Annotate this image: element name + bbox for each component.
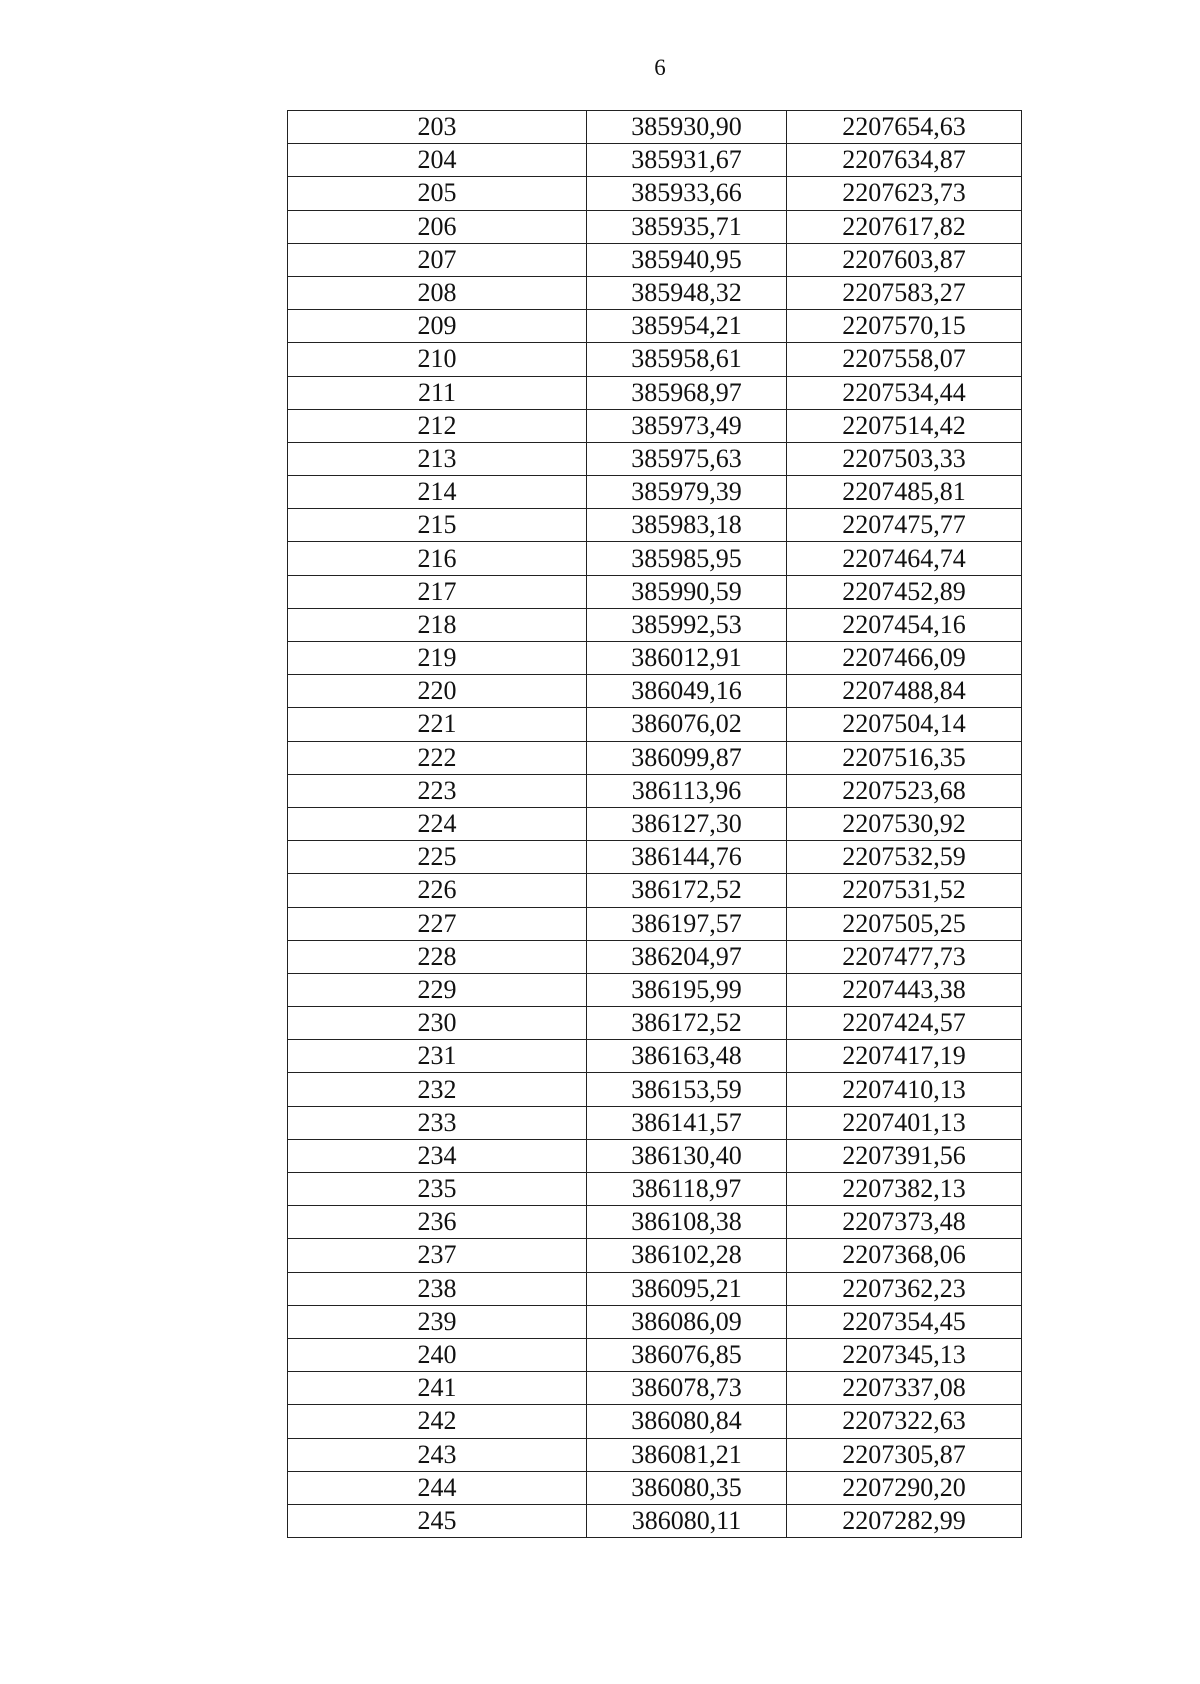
point-number-cell: 229 [288, 973, 587, 1006]
x-coordinate-cell: 386095,21 [587, 1272, 787, 1305]
table-row [288, 1471, 1022, 1504]
table-row [288, 542, 1022, 575]
table-row [288, 708, 1022, 741]
point-number-cell: 204 [288, 144, 587, 177]
x-coordinate-cell: 386081,21 [587, 1438, 787, 1471]
y-coordinate-cell: 2207505,25 [787, 907, 1022, 940]
table-row [288, 1206, 1022, 1239]
point-number-cell: 240 [288, 1338, 587, 1371]
table-row [288, 1372, 1022, 1405]
table-row [288, 310, 1022, 343]
x-coordinate-cell: 386078,73 [587, 1372, 787, 1405]
table-row [288, 144, 1022, 177]
table-row [288, 1106, 1022, 1139]
point-number-cell: 206 [288, 210, 587, 243]
y-coordinate-cell: 2207424,57 [787, 1007, 1022, 1040]
x-coordinate-cell: 385933,66 [587, 177, 787, 210]
y-coordinate-cell: 2207503,33 [787, 442, 1022, 475]
x-coordinate-cell: 386195,99 [587, 973, 787, 1006]
x-coordinate-cell: 386080,84 [587, 1405, 787, 1438]
x-coordinate-cell: 386172,52 [587, 874, 787, 907]
point-number-cell: 217 [288, 575, 587, 608]
table-row [288, 841, 1022, 874]
x-coordinate-cell: 386197,57 [587, 907, 787, 940]
table-row [288, 376, 1022, 409]
table-row [288, 243, 1022, 276]
x-coordinate-cell: 385973,49 [587, 409, 787, 442]
x-coordinate-cell: 386130,40 [587, 1139, 787, 1172]
point-number-cell: 228 [288, 940, 587, 973]
x-coordinate-cell: 385930,90 [587, 111, 787, 144]
table-row [288, 343, 1022, 376]
point-number-cell: 221 [288, 708, 587, 741]
x-coordinate-cell: 385948,32 [587, 276, 787, 309]
x-coordinate-cell: 385990,59 [587, 575, 787, 608]
y-coordinate-cell: 2207516,35 [787, 741, 1022, 774]
table-row [288, 177, 1022, 210]
table-row [288, 509, 1022, 542]
x-coordinate-cell: 386102,28 [587, 1239, 787, 1272]
coordinates-table [287, 110, 1022, 1538]
table-row [288, 1438, 1022, 1471]
x-coordinate-cell: 386141,57 [587, 1106, 787, 1139]
point-number-cell: 207 [288, 243, 587, 276]
y-coordinate-cell: 2207410,13 [787, 1073, 1022, 1106]
x-coordinate-cell: 385985,95 [587, 542, 787, 575]
y-coordinate-cell: 2207532,59 [787, 841, 1022, 874]
y-coordinate-cell: 2207282,99 [787, 1504, 1022, 1537]
table-row [288, 1139, 1022, 1172]
y-coordinate-cell: 2207570,15 [787, 310, 1022, 343]
table-row [288, 1504, 1022, 1537]
point-number-cell: 226 [288, 874, 587, 907]
x-coordinate-cell: 386204,97 [587, 940, 787, 973]
table-row [288, 575, 1022, 608]
y-coordinate-cell: 2207401,13 [787, 1106, 1022, 1139]
table-row [288, 741, 1022, 774]
y-coordinate-cell: 2207417,19 [787, 1040, 1022, 1073]
table-row [288, 476, 1022, 509]
y-coordinate-cell: 2207654,63 [787, 111, 1022, 144]
table-row [288, 608, 1022, 641]
point-number-cell: 234 [288, 1139, 587, 1172]
x-coordinate-cell: 385979,39 [587, 476, 787, 509]
table-row [288, 1272, 1022, 1305]
y-coordinate-cell: 2207477,73 [787, 940, 1022, 973]
table-row [288, 442, 1022, 475]
x-coordinate-cell: 385992,53 [587, 608, 787, 641]
point-number-cell: 219 [288, 642, 587, 675]
y-coordinate-cell: 2207443,38 [787, 973, 1022, 1006]
table-row [288, 1040, 1022, 1073]
x-coordinate-cell: 385968,97 [587, 376, 787, 409]
point-number-cell: 209 [288, 310, 587, 343]
point-number-cell: 242 [288, 1405, 587, 1438]
y-coordinate-cell: 2207488,84 [787, 675, 1022, 708]
y-coordinate-cell: 2207354,45 [787, 1305, 1022, 1338]
point-number-cell: 225 [288, 841, 587, 874]
table-row [288, 1007, 1022, 1040]
y-coordinate-cell: 2207623,73 [787, 177, 1022, 210]
point-number-cell: 230 [288, 1007, 587, 1040]
point-number-cell: 231 [288, 1040, 587, 1073]
y-coordinate-cell: 2207530,92 [787, 807, 1022, 840]
y-coordinate-cell: 2207531,52 [787, 874, 1022, 907]
y-coordinate-cell: 2207617,82 [787, 210, 1022, 243]
y-coordinate-cell: 2207634,87 [787, 144, 1022, 177]
x-coordinate-cell: 385954,21 [587, 310, 787, 343]
page-number: 6 [654, 55, 666, 80]
table-row [288, 1305, 1022, 1338]
x-coordinate-cell: 386113,96 [587, 774, 787, 807]
y-coordinate-cell: 2207322,63 [787, 1405, 1022, 1438]
table-row [288, 210, 1022, 243]
point-number-cell: 210 [288, 343, 587, 376]
x-coordinate-cell: 386118,97 [587, 1173, 787, 1206]
table-row [288, 940, 1022, 973]
point-number-cell: 215 [288, 509, 587, 542]
table-row [288, 1405, 1022, 1438]
x-coordinate-cell: 386108,38 [587, 1206, 787, 1239]
x-coordinate-cell: 385975,63 [587, 442, 787, 475]
y-coordinate-cell: 2207466,09 [787, 642, 1022, 675]
y-coordinate-cell: 2207603,87 [787, 243, 1022, 276]
x-coordinate-cell: 385983,18 [587, 509, 787, 542]
point-number-cell: 243 [288, 1438, 587, 1471]
y-coordinate-cell: 2207583,27 [787, 276, 1022, 309]
point-number-cell: 205 [288, 177, 587, 210]
x-coordinate-cell: 386086,09 [587, 1305, 787, 1338]
y-coordinate-cell: 2207452,89 [787, 575, 1022, 608]
y-coordinate-cell: 2207382,13 [787, 1173, 1022, 1206]
coordinates-table-body [288, 111, 1022, 1538]
point-number-cell: 238 [288, 1272, 587, 1305]
table-row [288, 409, 1022, 442]
table-row [288, 907, 1022, 940]
table-row [288, 276, 1022, 309]
point-number-cell: 213 [288, 442, 587, 475]
table-row [288, 675, 1022, 708]
point-number-cell: 223 [288, 774, 587, 807]
table-row [288, 642, 1022, 675]
y-coordinate-cell: 2207373,48 [787, 1206, 1022, 1239]
point-number-cell: 227 [288, 907, 587, 940]
y-coordinate-cell: 2207345,13 [787, 1338, 1022, 1371]
point-number-cell: 212 [288, 409, 587, 442]
x-coordinate-cell: 385935,71 [587, 210, 787, 243]
point-number-cell: 239 [288, 1305, 587, 1338]
y-coordinate-cell: 2207485,81 [787, 476, 1022, 509]
y-coordinate-cell: 2207504,14 [787, 708, 1022, 741]
point-number-cell: 211 [288, 376, 587, 409]
table-row [288, 111, 1022, 144]
x-coordinate-cell: 385931,67 [587, 144, 787, 177]
y-coordinate-cell: 2207368,06 [787, 1239, 1022, 1272]
point-number-cell: 214 [288, 476, 587, 509]
point-number-cell: 222 [288, 741, 587, 774]
point-number-cell: 241 [288, 1372, 587, 1405]
y-coordinate-cell: 2207362,23 [787, 1272, 1022, 1305]
y-coordinate-cell: 2207514,42 [787, 409, 1022, 442]
x-coordinate-cell: 386153,59 [587, 1073, 787, 1106]
y-coordinate-cell: 2207534,44 [787, 376, 1022, 409]
table-row [288, 1073, 1022, 1106]
y-coordinate-cell: 2207558,07 [787, 343, 1022, 376]
point-number-cell: 203 [288, 111, 587, 144]
y-coordinate-cell: 2207523,68 [787, 774, 1022, 807]
point-number-cell: 237 [288, 1239, 587, 1272]
x-coordinate-cell: 386144,76 [587, 841, 787, 874]
table-row [288, 874, 1022, 907]
x-coordinate-cell: 386163,48 [587, 1040, 787, 1073]
x-coordinate-cell: 386012,91 [587, 642, 787, 675]
x-coordinate-cell: 386080,35 [587, 1471, 787, 1504]
y-coordinate-cell: 2207475,77 [787, 509, 1022, 542]
y-coordinate-cell: 2207464,74 [787, 542, 1022, 575]
x-coordinate-cell: 386099,87 [587, 741, 787, 774]
point-number-cell: 233 [288, 1106, 587, 1139]
point-number-cell: 208 [288, 276, 587, 309]
point-number-cell: 245 [288, 1504, 587, 1537]
x-coordinate-cell: 386049,16 [587, 675, 787, 708]
y-coordinate-cell: 2207391,56 [787, 1139, 1022, 1172]
table-row [288, 774, 1022, 807]
x-coordinate-cell: 386080,11 [587, 1504, 787, 1537]
x-coordinate-cell: 386172,52 [587, 1007, 787, 1040]
point-number-cell: 216 [288, 542, 587, 575]
point-number-cell: 235 [288, 1173, 587, 1206]
x-coordinate-cell: 385958,61 [587, 343, 787, 376]
table-row [288, 1239, 1022, 1272]
point-number-cell: 236 [288, 1206, 587, 1239]
point-number-cell: 220 [288, 675, 587, 708]
x-coordinate-cell: 386076,85 [587, 1338, 787, 1371]
table-row [288, 1338, 1022, 1371]
y-coordinate-cell: 2207454,16 [787, 608, 1022, 641]
point-number-cell: 218 [288, 608, 587, 641]
x-coordinate-cell: 386127,30 [587, 807, 787, 840]
y-coordinate-cell: 2207337,08 [787, 1372, 1022, 1405]
x-coordinate-cell: 385940,95 [587, 243, 787, 276]
table-row [288, 973, 1022, 1006]
y-coordinate-cell: 2207290,20 [787, 1471, 1022, 1504]
table-row [288, 807, 1022, 840]
point-number-cell: 244 [288, 1471, 587, 1504]
point-number-cell: 224 [288, 807, 587, 840]
y-coordinate-cell: 2207305,87 [787, 1438, 1022, 1471]
point-number-cell: 232 [288, 1073, 587, 1106]
x-coordinate-cell: 386076,02 [587, 708, 787, 741]
table-row [288, 1173, 1022, 1206]
